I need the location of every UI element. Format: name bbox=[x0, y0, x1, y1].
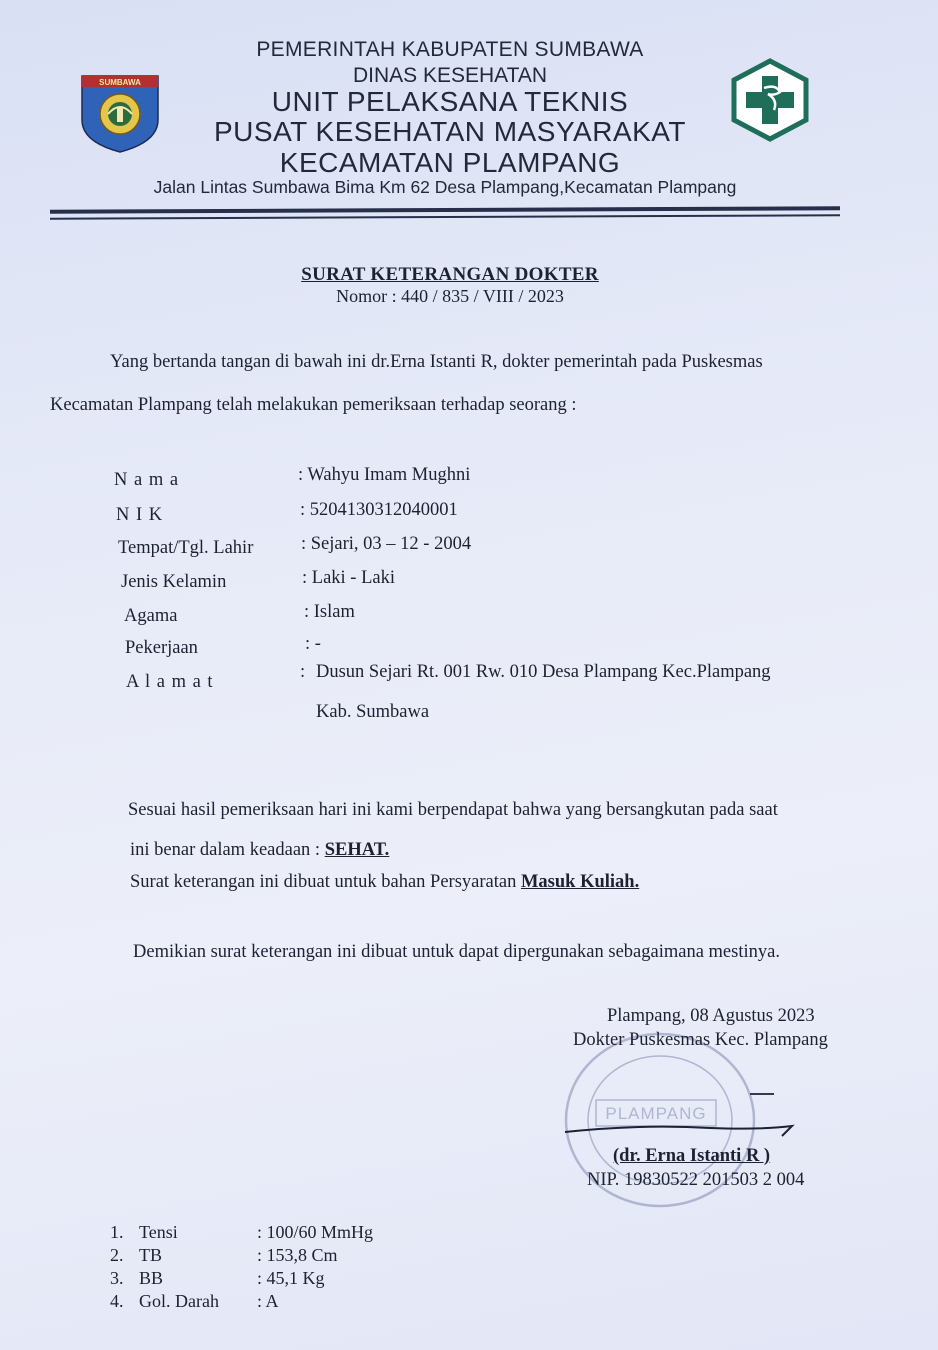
measurement-value: : 45,1 Kg bbox=[257, 1268, 325, 1288]
signer-position: Dokter Puskesmas Kec. Plampang bbox=[573, 1030, 828, 1050]
measurement-value: : 153,8 Cm bbox=[257, 1245, 338, 1265]
header-address: Jalan Lintas Sumbawa Bima Km 62 Desa Plampang,Kecamatan Plampang bbox=[153, 177, 737, 197]
header-puskesmas: PUSAT KESEHATAN MASYARAKAT bbox=[214, 116, 686, 147]
jenis-kelamin-value: : Laki - Laki bbox=[302, 568, 395, 588]
result-line-2-prefix: ini benar dalam keadaan : bbox=[130, 840, 325, 860]
result-line-2 bbox=[130, 840, 389, 861]
pekerjaan-value: : - bbox=[305, 634, 321, 654]
jenis-kelamin-label: Jenis Kelamin bbox=[121, 572, 227, 592]
alamat-line-2: Kab. Sumbawa bbox=[316, 702, 430, 722]
nama-value: : Wahyu Imam Mughni bbox=[298, 465, 471, 485]
alamat-line-1: Dusun Sejari Rt. 001 Rw. 010 Desa Plampang Kec.Plampang bbox=[316, 662, 771, 682]
measurement-label: TB bbox=[139, 1245, 163, 1265]
agama-value: : Islam bbox=[304, 602, 355, 622]
intro-line-2: Kecamatan Plampang telah melakukan pemeriksaan terhadap seorang : bbox=[50, 395, 577, 415]
intro-line-1: Yang bertanda tangan di bawah ini dr.Erna Istanti R, dokter pemerintah pada Puskesmas bbox=[110, 352, 763, 372]
health-status: SEHAT. bbox=[324, 840, 390, 860]
letter-purpose: Masuk Kuliah. bbox=[520, 872, 640, 892]
nama-label: N a m a bbox=[114, 470, 180, 490]
signer-nip: NIP. 19830522 201503 2 004 bbox=[587, 1170, 805, 1190]
measurement-number: 4. bbox=[110, 1291, 124, 1311]
nik-label: N I K bbox=[116, 505, 164, 525]
nik-value: : 5204130312040001 bbox=[300, 500, 458, 520]
letter-number: Nomor : 440 / 835 / VIII / 2023 bbox=[336, 286, 564, 306]
header-district: KECAMATAN PLAMPANG bbox=[279, 147, 621, 178]
letter-title: SURAT KETERANGAN DOKTER bbox=[301, 264, 599, 285]
measurement-number: 3. bbox=[110, 1268, 124, 1288]
place-date: Plampang, 08 Agustus 2023 bbox=[607, 1006, 815, 1026]
ttl-label: Tempat/Tgl. Lahir bbox=[118, 538, 254, 558]
agama-label: Agama bbox=[124, 606, 178, 626]
signer-name: (dr. Erna Istanti R ) bbox=[613, 1146, 771, 1166]
alamat-colon: : bbox=[300, 662, 306, 682]
pekerjaan-label: Pekerjaan bbox=[125, 638, 198, 658]
result-line-3 bbox=[130, 872, 639, 893]
measurement-value: : 100/60 MmHg bbox=[257, 1222, 374, 1242]
header-rule-thick bbox=[50, 206, 840, 213]
measurement-label: BB bbox=[139, 1268, 164, 1288]
header-government: PEMERINTAH KABUPATEN SUMBAWA bbox=[256, 38, 644, 61]
result-line-3-prefix: Surat keterangan ini dibuat untuk bahan Persyaratan bbox=[130, 872, 521, 892]
measurement-label: Gol. Darah bbox=[139, 1291, 219, 1311]
closing-sentence: Demikian surat keterangan ini dibuat untuk dapat dipergunakan sebagaimana mestinya. bbox=[133, 942, 780, 962]
header-rule-thin bbox=[50, 214, 840, 219]
measurement-number: 2. bbox=[110, 1245, 124, 1265]
handwritten-signature bbox=[560, 1080, 810, 1150]
alamat-label: A l a m a t bbox=[126, 672, 214, 692]
emblem-caption: SUMBAWA bbox=[99, 78, 141, 87]
header-department: DINAS KESEHATAN bbox=[352, 64, 548, 87]
result-line-1: Sesuai hasil pemeriksaan hari ini kami berpendapat bahwa yang bersangkutan pada saat bbox=[128, 800, 778, 820]
header-unit: UNIT PELAKSANA TEKNIS bbox=[271, 86, 629, 117]
measurement-value: : A bbox=[257, 1291, 279, 1311]
measurement-label: Tensi bbox=[139, 1222, 178, 1242]
ttl-value: : Sejari, 03 – 12 - 2004 bbox=[301, 534, 472, 554]
stamp-text: PLAMPANG bbox=[605, 1104, 707, 1123]
measurement-number: 1. bbox=[110, 1222, 124, 1242]
